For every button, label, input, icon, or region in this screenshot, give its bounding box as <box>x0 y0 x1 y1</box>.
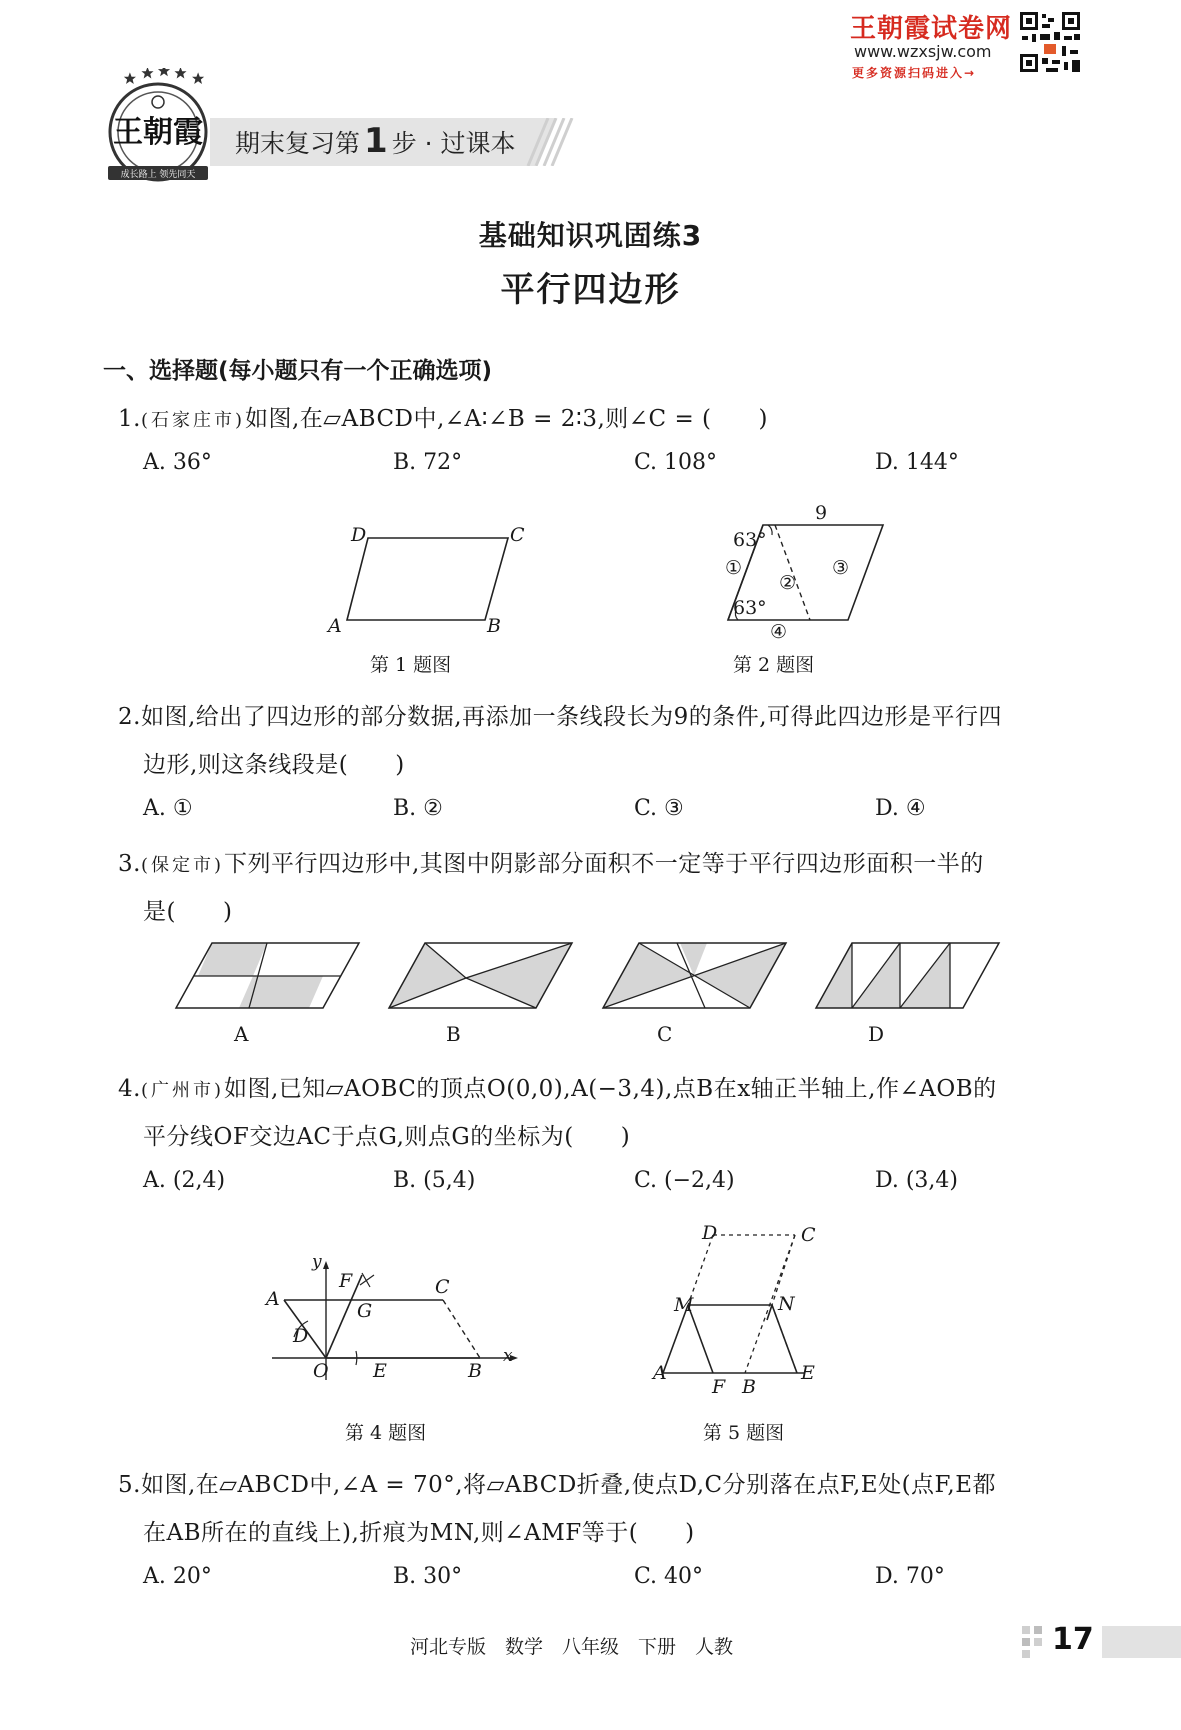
fig5-label-n: N <box>778 1293 795 1315</box>
fig4-label-e: E <box>373 1360 387 1382</box>
question-number: 1. <box>118 406 141 432</box>
banner-prefix: 期末复习第 <box>235 129 361 158</box>
banner-number: 1 <box>364 121 388 161</box>
fig2-label-segment-3: ③ <box>832 557 850 579</box>
question-number: 3. <box>118 851 141 877</box>
option-c[interactable]: C. (−2,4) <box>634 1168 735 1193</box>
q3-option-c[interactable]: C <box>657 1022 673 1046</box>
option-c[interactable]: C. 108° <box>634 450 718 475</box>
q3-figure-a[interactable] <box>170 940 365 1012</box>
page-subtitle: 基础知识巩固练3 <box>478 219 703 252</box>
fig2-label-segment-2: ② <box>779 572 797 594</box>
fig5-label-a: A <box>653 1362 667 1384</box>
question-region: (保定市) <box>140 855 224 876</box>
option-b[interactable]: B. 72° <box>393 450 463 475</box>
footer-page-bar <box>1102 1626 1181 1658</box>
fig5-label-c: C <box>801 1224 816 1246</box>
question-text: 如图,在▱ABCD中,∠A∶∠B = 2∶3,则∠C = ( ) <box>245 406 768 432</box>
question-number: 4. <box>118 1076 141 1102</box>
fig5-caption: 第 5 题图 <box>703 1422 785 1444</box>
q3-option-a[interactable]: A <box>234 1022 249 1046</box>
banner-suffix: 步 · 过课本 <box>391 129 516 158</box>
question-2 <box>118 698 1002 731</box>
question-region: (广州市) <box>140 1080 224 1101</box>
option-c[interactable]: C. 40° <box>634 1564 704 1589</box>
q3-figure-c[interactable] <box>597 940 792 1012</box>
question-text-line-1: 如图,已知▱AOBC的顶点O(0,0),A(−3,4),点B在x轴正半轴上,作∠AOB的 <box>224 1076 997 1102</box>
option-d[interactable]: D. ④ <box>875 796 926 821</box>
footer-edition: 河北专版 数学 八年级 下册 人教 <box>410 1636 734 1658</box>
option-c[interactable]: C. ③ <box>634 796 684 821</box>
fig1-label-b: B <box>487 615 501 637</box>
question-3 <box>118 845 984 878</box>
page-title: 平行四边形 <box>500 270 681 310</box>
fig5-label-b: B <box>742 1376 756 1398</box>
brand-name: 王朝霞试卷网 <box>850 14 1013 44</box>
section-heading: 一、选择题(每小题只有一个正确选项) <box>103 358 493 384</box>
fig5-label-m: M <box>674 1294 694 1316</box>
fig4-label-a: A <box>266 1288 280 1310</box>
fig2-label-angle-bottom: 63° <box>733 597 767 619</box>
q3-option-d[interactable]: D <box>868 1022 885 1046</box>
fig4-label-x: x <box>503 1346 513 1366</box>
fig4-label-d: D <box>293 1325 309 1347</box>
qr-code-icon[interactable] <box>1018 10 1082 74</box>
option-d[interactable]: D. 144° <box>875 450 959 475</box>
question-3-line-2: 是( ) <box>143 899 233 925</box>
option-b[interactable]: B. 30° <box>393 1564 463 1589</box>
option-b[interactable]: B. (5,4) <box>393 1168 476 1193</box>
question-2-line-2: 边形,则这条线段是( ) <box>143 752 405 778</box>
fig5-label-d: D <box>702 1222 718 1244</box>
fig2-label-segment-1: ① <box>725 557 743 579</box>
question-text-line-1: 下列平行四边形中,其图中阴影部分面积不一定等于平行四边形面积一半的 <box>224 851 984 877</box>
logo-seal-icon <box>98 68 218 190</box>
question-text-line-1: 如图,给出了四边形的部分数据,再添加一条线段长为9的条件,可得此四边形是平行四 <box>140 704 1003 730</box>
question-number: 2. <box>118 704 141 730</box>
question-text-line-1: 如图,在▱ABCD中,∠A = 70°,将▱ABCD折叠,使点D,C分别落在点F,E处(点F,E都 <box>140 1472 997 1498</box>
fig1-label-c: C <box>510 524 525 546</box>
fig4-label-b: B <box>468 1360 482 1382</box>
option-d[interactable]: D. (3,4) <box>875 1168 958 1193</box>
logo-text: 王朝霞 <box>113 115 203 150</box>
fig2-caption: 第 2 题图 <box>733 654 815 676</box>
option-b[interactable]: B. ② <box>393 796 443 821</box>
fig5-label-e: E <box>801 1362 815 1384</box>
question-number: 5. <box>118 1472 141 1498</box>
fig4-label-f: F <box>339 1270 353 1292</box>
brand-url[interactable]: www.wzxsjw.com <box>854 42 992 61</box>
option-a[interactable]: A. 36° <box>143 450 212 475</box>
question-4-line-2: 平分线OF交边AC于点G,则点G的坐标为( ) <box>143 1124 631 1150</box>
q3-option-b[interactable]: B <box>446 1022 461 1046</box>
fig5-label-f: F <box>712 1376 726 1398</box>
q3-figure-b[interactable] <box>383 940 578 1012</box>
fig1-label-d: D <box>351 524 367 546</box>
question-5-line-2: 在AB所在的直线上),折痕为MN,则∠AMF等于( ) <box>143 1520 695 1546</box>
question-1 <box>118 400 768 433</box>
fig2-label-angle-top: 63° <box>733 529 767 551</box>
fig1-label-a: A <box>328 615 342 637</box>
banner-title <box>235 121 516 161</box>
page-number: 17 <box>1052 1622 1094 1657</box>
option-a[interactable]: A. ① <box>143 796 193 821</box>
q3-figure-d[interactable] <box>810 940 1005 1012</box>
fig4-caption: 第 4 题图 <box>345 1422 427 1444</box>
fig4-label-y: y <box>312 1252 322 1272</box>
option-a[interactable]: A. (2,4) <box>143 1168 226 1193</box>
fig4-label-g: G <box>357 1300 373 1322</box>
option-a[interactable]: A. 20° <box>143 1564 212 1589</box>
fig1-caption: 第 1 题图 <box>370 654 452 676</box>
logo-subtext: 成长路上 领先同天 <box>120 170 196 180</box>
brand-tagline: 更多资源扫码进入→ <box>852 66 977 80</box>
question-4 <box>118 1070 997 1103</box>
question-region: (石家庄市) <box>140 410 245 431</box>
fig2-label-9: 9 <box>815 502 828 524</box>
fig2-label-segment-4: ④ <box>770 621 788 643</box>
option-d[interactable]: D. 70° <box>875 1564 945 1589</box>
fig4-label-o: O <box>313 1360 329 1382</box>
question-5 <box>118 1466 996 1499</box>
fig4-label-c: C <box>435 1276 450 1298</box>
